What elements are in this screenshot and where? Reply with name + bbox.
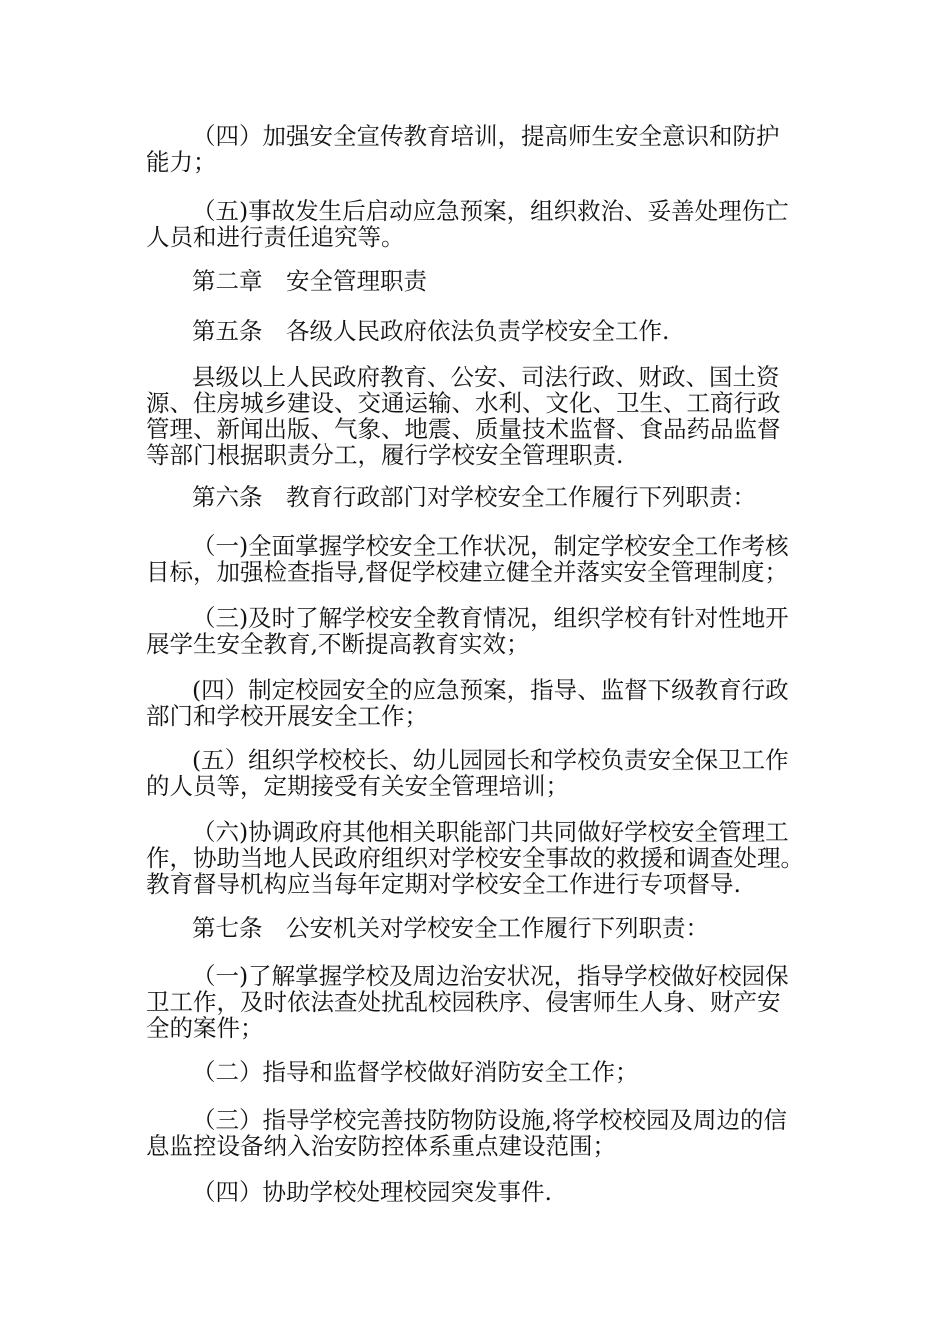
paragraph-1 — [146, 123, 811, 175]
paragraph-line: (四）制定校园安全的应急预案，指导、监督下级教育行政 — [192, 676, 789, 704]
paragraph-line: 全的案件； — [146, 1014, 264, 1042]
article-5 — [146, 318, 811, 344]
paragraph-line: 管理、新闻出版、气象、地震、质量技术监督、食品药品监督 — [146, 415, 781, 443]
paragraph-14 — [146, 1059, 811, 1085]
paragraph-line: (五）组织学校校长、幼儿园园长和学校负责安全保卫工作 — [192, 746, 789, 774]
paragraph-line: 第六条 教育行政部门对学校安全工作履行下列职责： — [192, 483, 756, 511]
paragraph-line: 目标，加强检查指导,督促学校建立健全并落实安全管理制度； — [146, 558, 788, 586]
paragraph-line: 的人员等，定期接受有关安全管理培训； — [146, 772, 569, 800]
paragraph-line: 第五条 各级人民政府依法负责学校安全工作. — [192, 317, 670, 345]
chapter-heading — [146, 268, 811, 294]
paragraph-line: 第七条 公安机关对学校安全工作履行下列职责： — [192, 914, 709, 942]
paragraph-7 — [146, 533, 811, 585]
paragraph-line: （一)了解掌握学校及周边治安状况，指导学校做好校园保 — [192, 962, 789, 990]
paragraph-line: 卫工作，及时依法查处扰乱校园秩序、侵害师生人身、财产安 — [146, 988, 781, 1016]
paragraph-16 — [146, 1179, 811, 1205]
paragraph-11 — [146, 819, 811, 897]
paragraph-line: 人员和进行责任追究等。 — [146, 223, 405, 251]
paragraph-line: 能力； — [146, 148, 217, 176]
paragraph-5 — [146, 364, 811, 468]
paragraph-line: （三）指导学校完善技防物防设施,将学校校园及周边的信 — [192, 1106, 787, 1134]
paragraph-15 — [146, 1107, 811, 1159]
paragraph-line: 展学生安全教育,不断提高教育实效； — [146, 630, 530, 658]
paragraph-line: （二）指导和监督学校做好消防安全工作； — [192, 1058, 639, 1086]
paragraph-2 — [146, 198, 811, 250]
paragraph-line: （一)全面掌握学校安全工作状况，制定学校安全工作考核 — [192, 532, 789, 560]
paragraph-line: 县级以上人民政府教育、公安、司法行政、财政、国土资 — [192, 363, 780, 391]
paragraph-line: （四）协助学校处理校园突发事件. — [192, 1178, 552, 1206]
paragraph-line: 部门和学校开展安全工作； — [146, 702, 428, 730]
paragraph-line: 作，协助当地人民政府组织对学校安全事故的救援和调查处理。 — [146, 844, 804, 872]
article-7 — [146, 915, 811, 941]
paragraph-line: （四）加强安全宣传教育培训，提高师生安全意识和防护 — [192, 122, 780, 150]
paragraph-line: 源、住房城乡建设、交通运输、水利、文化、卫生、工商行政 — [146, 389, 781, 417]
paragraph-line: （五)事故发生后启动应急预案，组织救治、妥善处理伤亡 — [192, 197, 789, 225]
paragraph-line: （三)及时了解学校安全教育情况，组织学校有针对性地开 — [192, 604, 789, 632]
article-6 — [146, 484, 811, 510]
paragraph-9 — [146, 677, 811, 729]
paragraph-8 — [146, 605, 811, 657]
paragraph-line: 教育督导机构应当每年定期对学校安全工作进行专项督导. — [146, 870, 741, 898]
paragraph-line: 等部门根据职责分工，履行学校安全管理职责. — [146, 441, 624, 469]
paragraph-line: 第二章 安全管理职责 — [192, 267, 427, 295]
paragraph-line: （六)协调政府其他相关职能部门共同做好学校安全管理工 — [192, 818, 789, 846]
paragraph-line: 息监控设备纳入治安防控体系重点建设范围； — [146, 1132, 616, 1160]
paragraph-10 — [146, 747, 811, 799]
paragraph-13 — [146, 963, 811, 1041]
